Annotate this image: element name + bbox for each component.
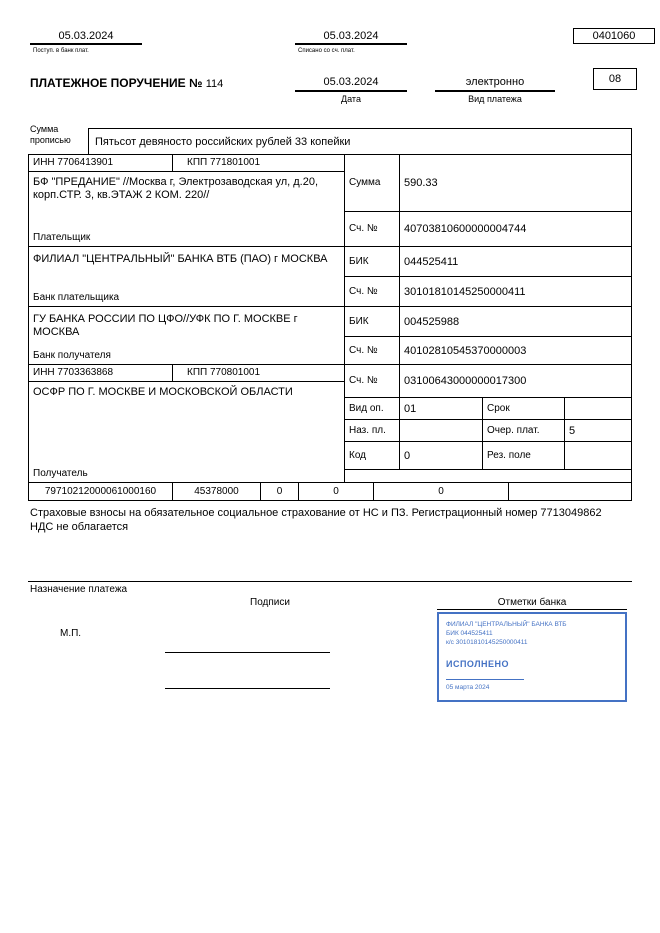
code-label: Код (345, 442, 400, 470)
form-code-box: 0401060 (573, 28, 655, 44)
signature-line-1 (165, 652, 330, 653)
purpose-code-label: Наз. пл. (345, 420, 400, 442)
payee-cell (28, 382, 345, 483)
purpose-text (30, 506, 630, 534)
budget-doc-number: 0 (374, 483, 509, 501)
payee-section-label: Получатель (33, 468, 88, 479)
document-date: 05.03.2024 (295, 74, 407, 92)
budget-doc-date (509, 483, 632, 501)
payer-bank-name: ФИЛИАЛ "ЦЕНТРАЛЬНЫЙ" БАНКА ВТБ (ПАО) г МОСКВА (33, 253, 328, 265)
debited-date: 05.03.2024 (295, 28, 407, 45)
payee-name: ОСФР ПО Г. МОСКВЕ И МОСКОВСКОЙ ОБЛАСТИ (33, 386, 293, 398)
payer-inn: ИНН 7706413901 (28, 155, 173, 172)
payment-type: электронно (435, 74, 555, 92)
purpose-separator-line (28, 581, 632, 582)
payee-kpp: КПП 770801001 (173, 365, 345, 382)
stamp-status: ИСПОЛНЕНО (446, 659, 510, 669)
bank-marks-label: Отметки банка (437, 595, 627, 610)
payee-bank-cell (28, 307, 345, 365)
signatures-label: Подписи (250, 597, 290, 608)
budget-basis: 0 (261, 483, 299, 501)
payment-type-label: Вид платежа (468, 94, 522, 104)
purpose-label: Назначение платежа (30, 584, 128, 595)
op-type-value: 01 (400, 398, 483, 420)
document-title-row (30, 76, 223, 90)
payer-bank-account: 30101810145250000411 (400, 277, 632, 307)
payer-account: 40703810600000004744 (400, 212, 632, 247)
bank-stamp (437, 612, 627, 702)
document-date-field (295, 74, 407, 104)
code-value: 0 (400, 442, 483, 470)
payer-cell (28, 172, 345, 247)
document-title: ПЛАТЕЖНОЕ ПОРУЧЕНИЕ № (30, 76, 203, 90)
stamp-bik: БИК 044525411 (446, 630, 493, 637)
op-type-label: Вид оп. (345, 398, 400, 420)
received-date-field (30, 28, 142, 55)
amount-words-label: Сумма прописью (30, 124, 71, 145)
purpose-code-value (400, 420, 483, 442)
amount-words-value: Пятьсот девяносто российских рублей 33 копейки (88, 128, 632, 155)
payer-section-label: Плательщик (33, 232, 91, 243)
debited-date-label: Списано со сч. плат. (298, 48, 355, 54)
payee-bank-bik-label: БИК (345, 307, 400, 337)
amount-label: Сумма (345, 155, 400, 212)
document-number: 114 (205, 78, 224, 90)
payee-bank-name: ГУ БАНКА РОССИИ ПО ЦФО//УФК ПО Г. МОСКВЕ г МОСКВА (33, 313, 298, 338)
payee-account-label: Сч. № (345, 365, 400, 398)
payee-bank-bik: 004525988 (400, 307, 632, 337)
stamp-corr-account: к/с 30101810145250000411 (446, 639, 528, 646)
amount-value: 590.33 (400, 155, 632, 212)
payer-bank-account-label: Сч. № (345, 277, 400, 307)
payment-type-field (435, 74, 555, 104)
priority-value: 5 (565, 420, 632, 442)
budget-kbk: 79710212000061000160 (28, 483, 173, 501)
purpose-text-line2: НДС не облагается (30, 521, 129, 533)
priority-label: Очер. плат. (483, 420, 565, 442)
payee-bank-section-label: Банк получателя (33, 350, 111, 361)
budget-period: 0 (299, 483, 374, 501)
right-grid-filler (345, 470, 632, 483)
purpose-text-line1: Страховые взносы на обязательное социальное страхование от НС и ПЗ. Регистрационный номер 7713049862 (30, 507, 602, 519)
amount-words-block (28, 124, 632, 155)
debited-date-field (295, 28, 407, 55)
budget-oktmo: 45378000 (173, 483, 261, 501)
payer-bank-bik: 044525411 (400, 247, 632, 277)
payee-bank-account: 40102810545370000003 (400, 337, 632, 365)
reserve-value (565, 442, 632, 470)
payer-bank-section-label: Банк плательщика (33, 292, 120, 303)
payer-kpp: КПП 771801001 (173, 155, 345, 172)
payee-bank-account-label: Сч. № (345, 337, 400, 365)
payer-account-label: Сч. № (345, 212, 400, 247)
term-label: Срок (483, 398, 565, 420)
stamp-place-label: М.П. (60, 628, 82, 639)
payer-bank-cell (28, 247, 345, 307)
term-value (565, 398, 632, 420)
payee-inn: ИНН 7703363868 (28, 365, 173, 382)
reserve-label: Рез. поле (483, 442, 565, 470)
signature-line-2 (165, 688, 330, 689)
status-code-box: 08 (593, 68, 637, 90)
document-date-label: Дата (341, 94, 361, 104)
payee-account: 03100643000000017300 (400, 365, 632, 398)
received-date-label: Поступ. в банк плат. (33, 48, 89, 54)
stamp-date: 05 марта 2024 (446, 679, 524, 692)
received-date: 05.03.2024 (30, 28, 142, 45)
payer-bank-bik-label: БИК (345, 247, 400, 277)
stamp-bank-name: ФИЛИАЛ "ЦЕНТРАЛЬНЫЙ" БАНКА ВТБ (446, 621, 567, 628)
payer-name: БФ "ПРЕДАНИЕ" //Москва г, Электрозаводская ул, д.20, корп.СТР. 3, кв.ЭТАЖ 2 КОМ. 220// (33, 176, 319, 201)
